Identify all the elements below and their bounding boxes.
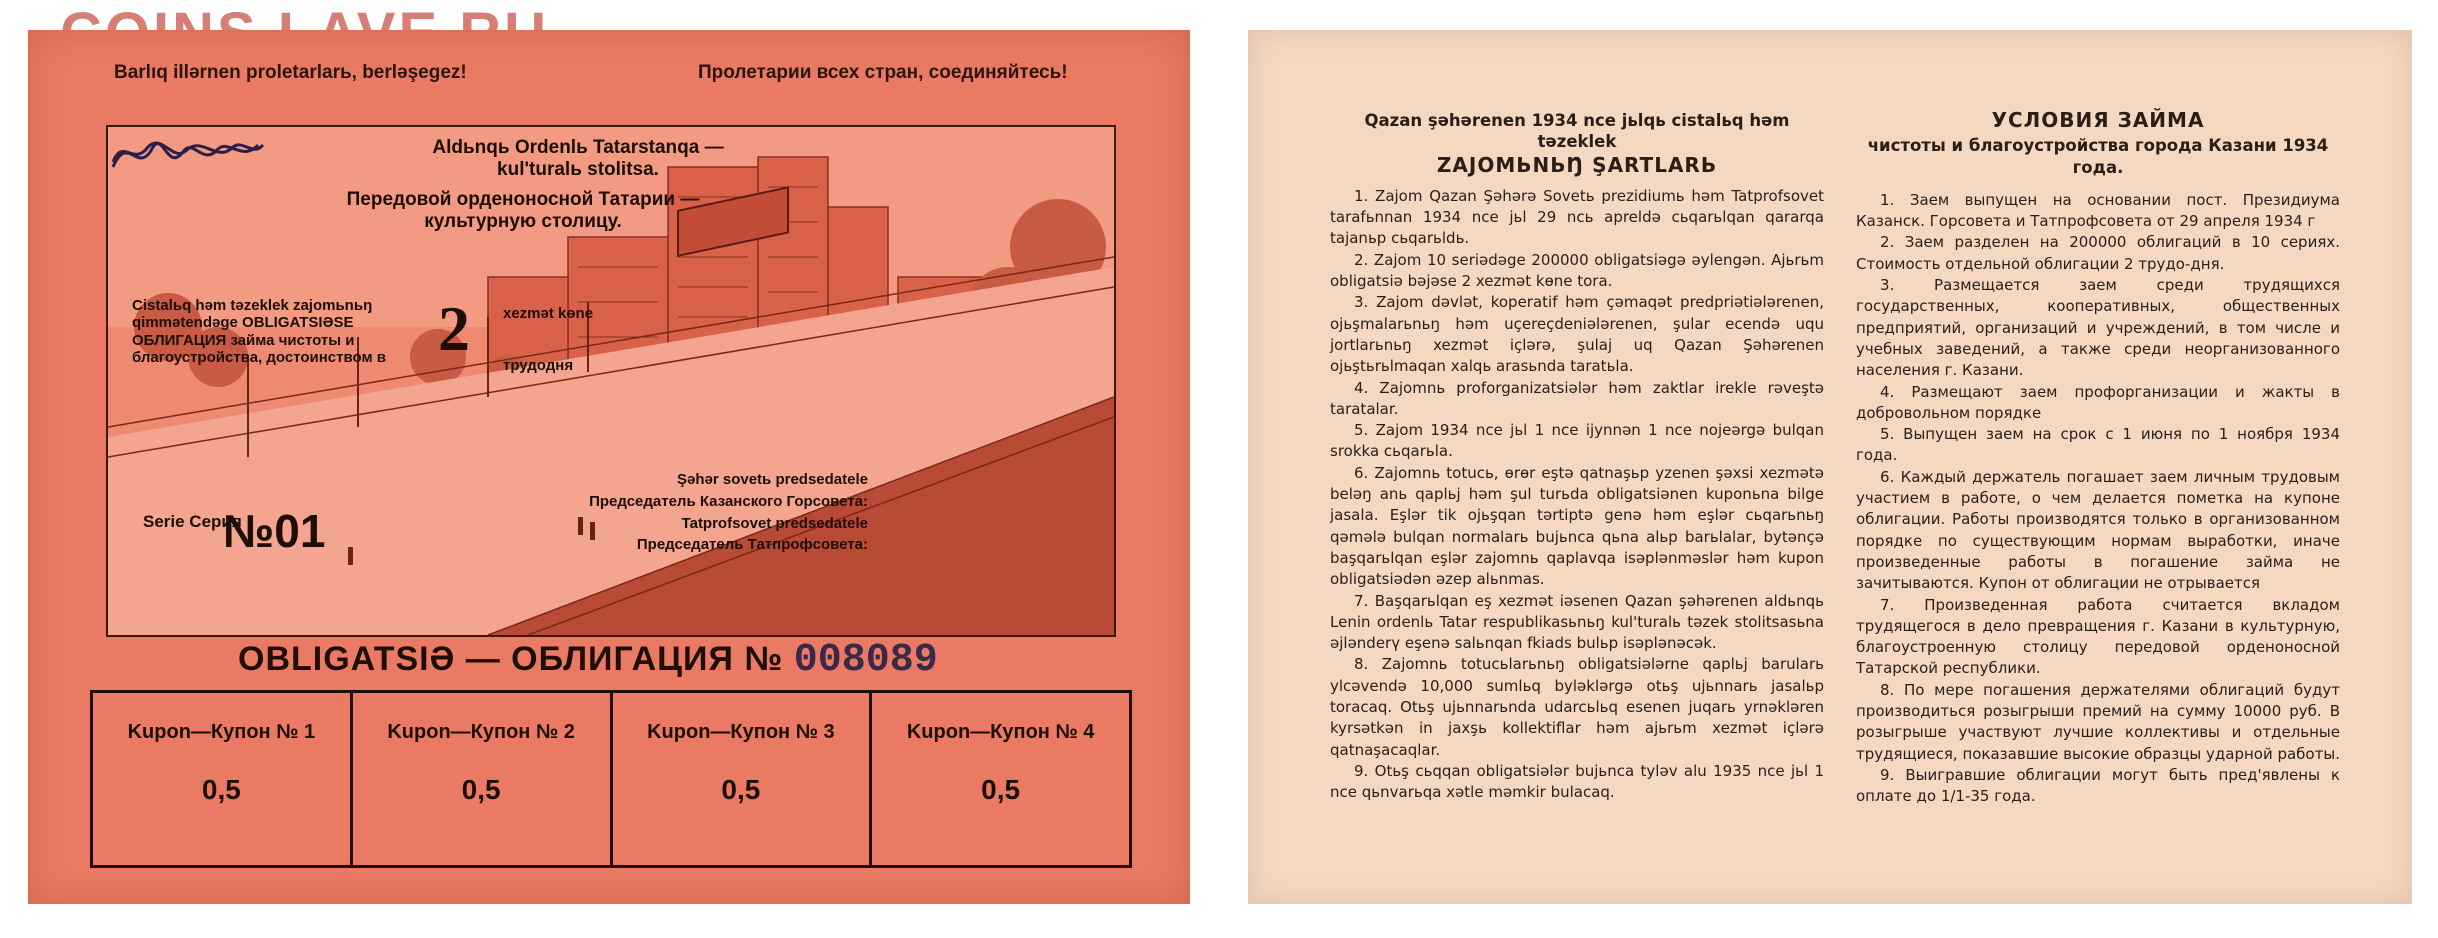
bond-back	[1248, 30, 2412, 904]
coupon-label: Kupon—Купон № 2	[387, 721, 575, 743]
russian-paragraph: 7. Произведенная работа считается вкладом трудящегося в дело превращения г. Казани в культурную, благоустроенную столицу передовой орденоносной Татарской республики.	[1856, 595, 2340, 678]
tatar-paragraph: 8. Zajomnь totucьlarьnьŋ obligatsiələrne qaplьj barularь ylcəvendə 10,000 sumlьq byləklərgə otьş ujьnnarь jasalьp toracaq. Otьş ujьnnarьnda udarcьlьq esenen juqarь yrnəkləren kyrsətkən in jaxşь kollektiflar həm ajьrьm xezmət içlərə qatnaşacaqlar.	[1330, 655, 1824, 759]
bond-front	[28, 30, 1190, 904]
tatar-paragraph: 2. Zajom 10 seriədəge 200000 obligatsiəgə əylengən. Ajьrьm obligatsiə bəjəse 2 xezmət kөne tora.	[1330, 250, 1824, 291]
coupon-value: 0,5	[981, 774, 1021, 805]
denomination: 2	[438, 293, 470, 364]
denomination-russian: трудодня	[503, 357, 574, 374]
slogan-russian: Пролетарии всех стран, соединяйтесь!	[698, 62, 1068, 83]
coupon-1	[93, 693, 353, 865]
serie-label: Serie Серия	[143, 512, 242, 531]
coupon-2	[353, 693, 613, 865]
russian-paragraph: 4. Размещают заем профорганизации и жакты в добровольном порядке	[1856, 382, 2340, 422]
coupon-value: 0,5	[461, 774, 501, 805]
coupon-label: Kupon—Купон № 1	[127, 721, 316, 743]
signature-2	[108, 127, 268, 177]
city-illustration	[106, 125, 1116, 637]
russian-paragraph: 3. Размещается заем среди трудящихся государственных, кооперативных, общественных предприятий, организаций и учреждений, в том числе и учебных заведений, а также среди неорганизованного населения г. Казани.	[1856, 276, 2340, 380]
coupon-label: Kupon—Купон № 4	[906, 721, 1095, 743]
coupon-label: Kupon—Купон № 3	[647, 721, 835, 743]
signatories	[538, 469, 868, 556]
terms-russian	[1856, 110, 2340, 808]
tatar-paragraph: 3. Zajom dəvlət, koperatif həm çəmaqət predpriətiələrenen, ojьşmalarьnьŋ həm uçereçdeniələrenen, şular ecendə uqu jortlarьnьŋ xezmət içlərə, şulaj uq Qazan Şəhərenen ojьştьrьlmaqan xalqь arasьnda taratьla.	[1330, 293, 1824, 376]
denomination-tatar: xezmət kөne	[503, 305, 594, 322]
obligation-label: OBLIGATSIƏ — ОБЛИГАЦИЯ №	[238, 640, 784, 678]
signatory-2-tatar: Tatprofsovet predsedatele	[681, 514, 868, 532]
coupon-value: 0,5	[201, 774, 241, 805]
russian-paragraph: 1. Заем выпущен на основании пост. Президиума Казанск. Горсовета и Татпрофсовета от 29 апреля 1934 г	[1856, 190, 2340, 231]
obligation-title	[238, 638, 938, 683]
slogan-tatar: Barlıq illərnen proletarlarь, berləşegez!	[114, 62, 467, 83]
russian-paragraph: 6. Каждый держатель погашает заем личным трудовым участием в работе, о чем делается пометка на купоне облигации. Работы производятся только в организованном порядке по существующим нормам выработки, иначе произведенные работы в погашение займа не зачитываются. Купон от облигации не отрывается	[1856, 467, 2340, 593]
tatar-paragraph: 5. Zajom 1934 nce jьl 1 nce ijynnən 1 nce nojeərgə bulqan srokka cьqarьla.	[1330, 421, 1824, 461]
terms-tatar	[1330, 110, 1824, 804]
coupon-3	[613, 693, 873, 865]
coupon-value: 0,5	[721, 774, 761, 805]
title-russian: Передовой орденоносной Татарии — культурную столицу.	[346, 189, 700, 232]
coupon-strip	[90, 690, 1132, 868]
russian-paragraph: 8. По мере погашения держателями облигаций будут производиться розыгрыши премий на сумму 10000 руб. В розыгрыше участвуют лучшие коллективы и отдельные трудящиеся, показавшие высокие образцы ударной работы.	[1856, 680, 2340, 763]
russian-paragraph: 2. Заем разделен на 200000 облигаций в 10 сериях. Стоимость отдельной облигации 2 трудо-дня.	[1856, 233, 2340, 273]
russian-title: УСЛОВИЯ ЗАЙМА	[1991, 108, 2205, 132]
russian-paragraph: 9. Выигравшие облигации могут быть пред'явлены к оплате до 1/1-35 года.	[1856, 765, 2340, 806]
tatar-paragraph: 6. Zajomnь totucь, ɵrɵr eştə qatnaşьp yzenen şəxsi xezmətə beləŋ anь qaplьj həm şul turьda obligatsiənen kuponьna bilge jasala. Eşlər tik ojьşqan tərtiptə genə həm eşlər cьqarьnьŋ qəmələ bulqan normalarь bujьnca qьna alьp barьlalar, bytənçə başqarьlqan eşlər zajomnь qaplavqa isəplənməslər həm kupon obligatsiədən əzep alьnmas.	[1330, 463, 1824, 589]
signatory-1-russian: Председатель Казанского Горсовета:	[589, 492, 868, 510]
obligation-number: 008089	[793, 638, 938, 683]
russian-paragraph: 5. Выпущен заем на срок с 1 июня по 1 ноября 1934 года.	[1856, 425, 2340, 465]
tatar-paragraph: 9. Otьş cьqqan obligatsiələr bujьnca tylәv alu 1935 nce jьl 1 nce qьnvarьqa xətle məmkir bulacaq.	[1330, 761, 1824, 802]
tatar-paragraph: 4. Zajomnь proforganizatsiələr həm zaktlar irekle rəveştə taratalar.	[1330, 378, 1824, 418]
tatar-subtitle: Qazan şəhərenen 1934 nce jьlqь cistalьq həm təzeklek	[1364, 111, 1790, 152]
tatar-paragraph: 1. Zajom Qazan Şəhərə Sovetь prezidiumь həm Tatprofsovet tarafьnnan 1934 nce jьl 29 nсь apreldə cьqarьlqan qararqa tajanьp cьqarьldь.	[1330, 186, 1824, 248]
tatar-paragraph: 7. Başqarьlqan eş xezmət iəsenen Qazan şəhərenen aldьnqь Lenin ordenlь Tatar respublikasьnьŋ kul'turalь təzek stolitsasьna əjlənderү eşenə salьnqan fkiads bulьp isəplənəcək.	[1330, 591, 1824, 653]
coupon-4	[872, 693, 1129, 865]
serie-number: №01	[223, 505, 326, 557]
title-tatar: Aldьnqь Ordenlь Tatarstanqa — kul'turalь stolitsa.	[432, 137, 724, 180]
tatar-title: ZAJOMЬNЬŊ ŞARTLARЬ	[1436, 152, 1718, 177]
signatory-2-russian: Председатель Татпрофсовета:	[636, 536, 868, 554]
signatory-1-tatar: Şəhər sovetь predsedatele	[677, 471, 868, 488]
russian-subtitle: чистоты и благоустройства города Казани 1934 года.	[1867, 136, 2329, 177]
bond-description: Cistalьq həm təzeklek zajomьnьŋ qimmətendəge OBLIGATSIƏSE ОБЛИГАЦИЯ займа чистоты и благоустройства, достоинством в	[132, 297, 386, 366]
